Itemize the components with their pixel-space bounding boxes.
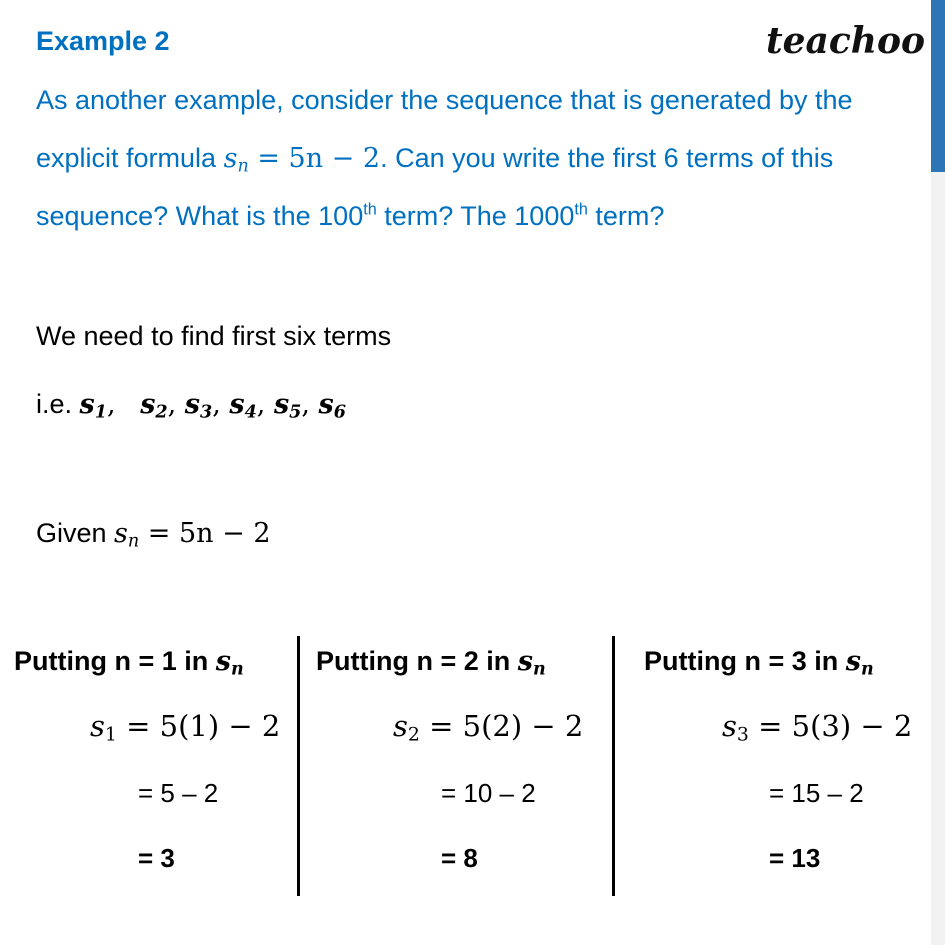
column-1-heading: Putting n = 1 in $s_n$ [14,646,244,680]
formula-sub-n: n [237,156,249,177]
example-title: Example 2 [36,26,170,56]
question-line-2-text-a: explicit formula [36,143,224,173]
question-line-2 [36,143,834,177]
column-2-step: = 10 – 2 [441,778,536,808]
column-2-heading: Putting n = 2 in $s_n$ [316,646,546,680]
term-s6: $s_6$ [318,389,346,423]
column-3-step: = 15 – 2 [769,778,864,808]
column-1-equation: $s_1 = 5(1) - 2$ [90,709,281,746]
question-line-3-text-b: term? The 1000 [376,201,575,231]
sup-th-2: th [574,200,588,219]
formula-rhs: = 5n − 2 [248,143,381,174]
term-s2: $s_2$ [140,389,168,423]
column-1-result: = 3 [138,843,175,873]
question-line-3-text-a: sequence? What is the 100 [36,201,364,231]
given-prefix: Given [36,518,115,548]
column-3-result: = 13 [769,843,821,873]
term-s4: $s_4$ [229,389,257,423]
term-s1: $s_1$ [79,389,107,423]
given-s: s [114,518,128,549]
given-line [36,518,271,552]
question-line-3 [36,200,665,231]
term-s5: $s_5$ [273,389,302,423]
question-line-1: As another example, consider the sequence that is generated by the [36,85,853,115]
formula-s: s [223,143,238,174]
given-rhs: = 5n − 2 [139,518,271,549]
column-2-equation: $s_2 = 5(2) - 2$ [393,709,584,746]
column-3-equation: $s_3 = 5(3) - 2$ [722,709,913,746]
scrollbar-thumb[interactable] [931,0,945,172]
given-sub-n: n [127,531,140,552]
term-s3: $s_3$ [184,389,213,423]
question-line-2-text-b: . Can you write the first 6 terms of this [380,143,834,173]
column-divider-2 [612,636,615,896]
question-line-3-text-c: term? [587,201,665,231]
column-divider-1 [297,636,300,896]
column-1-step: = 5 – 2 [138,778,219,808]
ie-prefix: i.e. [36,389,80,419]
column-2-result: = 8 [441,843,478,873]
terms-line: i.e. $s_1$, $s_2$, $s_3$, $s_4$, $s_5$, $s_6$ [36,389,346,423]
column-3-heading: Putting n = 3 in $s_n$ [644,646,874,680]
need-line: We need to find first six terms [36,321,392,351]
teachoo-logo: teachoo [766,20,925,62]
sup-th-1: th [363,200,377,219]
